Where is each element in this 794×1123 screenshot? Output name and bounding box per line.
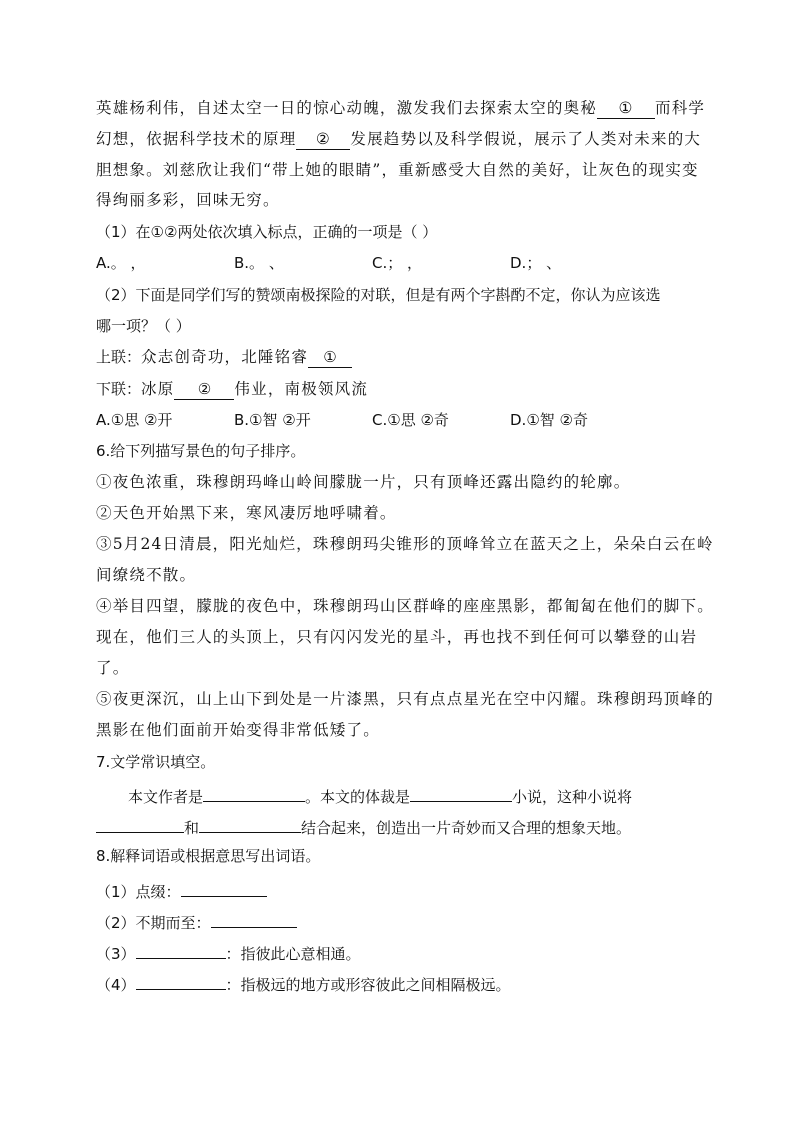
passage-text: 幻想，依据科学技术的原理 bbox=[96, 130, 297, 148]
q8-item-label: （1）点缀： bbox=[96, 883, 181, 901]
q8-blank-1[interactable] bbox=[181, 876, 267, 897]
option-a[interactable]: A.。 ， bbox=[96, 254, 146, 272]
q8-item-3 bbox=[96, 938, 361, 966]
option-a[interactable]: A.①思 ②开 bbox=[96, 411, 173, 429]
blank-marker-1: ① bbox=[323, 348, 337, 366]
passage-text: 英雄杨利伟，自述太空一日的惊心动魄，激发我们去探索太空的奥秘 bbox=[96, 99, 598, 117]
q7-text: 和 bbox=[184, 819, 200, 837]
blank-marker-2: ② bbox=[315, 130, 331, 148]
couplet-lower bbox=[96, 377, 368, 401]
passage-line-4: 得绚丽多彩，回味无穷。 bbox=[96, 191, 280, 209]
q8-item-label: （3） bbox=[96, 945, 136, 963]
passage-blank-1[interactable] bbox=[597, 98, 655, 119]
question-5-2-stem-cont: 哪一项？（ ） bbox=[96, 317, 191, 335]
sentence-5: ⑤夜更深沉，山上山下到处是一片漆黑，只有点点星光在空中闪耀。珠穆朗玛顶峰的 bbox=[96, 690, 714, 708]
question-7-title: 7.文学常识填空。 bbox=[96, 753, 216, 771]
q8-item-1 bbox=[96, 876, 267, 904]
option-b[interactable]: B.①智 ②开 bbox=[234, 411, 311, 429]
q7-text: 。本文的体裁是 bbox=[305, 788, 411, 806]
question-5-2-options bbox=[96, 408, 648, 432]
question-8-title: 8.解释词语或根据意思写出词语。 bbox=[96, 847, 321, 865]
sentence-4: ④举目四望，朦胧的夜色中，珠穆朗玛山区群峰的座座黑影，都匍匐在他们的脚下。 bbox=[96, 597, 714, 615]
question-6-title: 6.给下列描写景色的句子排序。 bbox=[96, 442, 306, 460]
sentence-4-cont: 现在，他们三人的头顶上，只有闪闪发光的星斗，再也找不到任何可以攀登的山岩 bbox=[96, 628, 698, 646]
passage-line-2 bbox=[96, 127, 701, 151]
q7-text: 本文作者是 bbox=[128, 788, 204, 806]
option-c[interactable]: C.①思 ②奇 bbox=[372, 411, 449, 429]
q8-item-label: （4） bbox=[96, 976, 136, 994]
q8-item-2 bbox=[96, 907, 297, 935]
element-blank-2[interactable] bbox=[199, 812, 301, 833]
sentence-3: ③5月24日清晨，阳光灿烂，珠穆朗玛尖锥形的顶峰耸立在蓝天之上，朵朵白云在岭 bbox=[96, 535, 714, 553]
couplet-upper bbox=[96, 345, 352, 369]
question-7-line-1 bbox=[128, 781, 632, 809]
option-b[interactable]: B.。 、 bbox=[234, 254, 284, 272]
q8-item-text: ：指彼此心意相通。 bbox=[225, 945, 361, 963]
couplet-lower-text: 伟业，南极领风流 bbox=[234, 380, 369, 398]
blank-marker-1: ① bbox=[618, 99, 634, 117]
q8-item-text: ：指极远的地方或形容彼此之间相隔极远。 bbox=[225, 976, 511, 994]
element-blank-1[interactable] bbox=[96, 812, 184, 833]
couplet-upper-text: 众志创奇功，北陲铭睿 bbox=[141, 348, 309, 366]
sentence-2: ②天色开始黑下来，寒风凄厉地呼啸着。 bbox=[96, 504, 397, 522]
option-c[interactable]: C.； ， bbox=[372, 254, 423, 272]
sentence-1: ①夜色浓重，珠穆朗玛峰山岭间朦胧一片，只有顶峰还露出隐约的轮廓。 bbox=[96, 473, 631, 491]
q7-text: 小说，这种小说将 bbox=[512, 788, 633, 806]
question-5-1-stem: （1）在①②两处依次填入标点，正确的一项是（ ） bbox=[96, 223, 438, 241]
couplet-lower-blank[interactable] bbox=[174, 379, 234, 400]
q7-text: 结合起来，创造出一片奇妙而又合理的想象天地。 bbox=[301, 819, 632, 837]
question-5-1-options bbox=[96, 251, 648, 275]
q8-blank-2[interactable] bbox=[211, 907, 297, 928]
couplet-lower-label: 下联： bbox=[96, 380, 142, 398]
q8-blank-4[interactable] bbox=[136, 969, 226, 990]
passage-text: 而科学 bbox=[655, 99, 706, 117]
sentence-4-cont: 了。 bbox=[96, 659, 130, 677]
passage-blank-2[interactable] bbox=[296, 129, 350, 150]
couplet-lower-text: 冰原 bbox=[141, 380, 175, 398]
question-7-line-2 bbox=[96, 812, 631, 840]
couplet-upper-label: 上联： bbox=[96, 348, 142, 366]
passage-line-3: 胆想象。刘慈欣让我们“带上她的眼睛”，重新感受大自然的美好，让灰色的现实变 bbox=[96, 161, 699, 179]
q8-item-4 bbox=[96, 969, 511, 997]
q8-blank-3[interactable] bbox=[136, 938, 226, 959]
sentence-3-cont: 间缭绕不散。 bbox=[96, 566, 197, 584]
sentence-5-cont: 黑影在他们面前开始变得非常低矮了。 bbox=[96, 721, 380, 739]
option-d[interactable]: D.； 、 bbox=[510, 254, 562, 272]
genre-blank[interactable] bbox=[410, 781, 512, 802]
question-5-2-stem: （2）下面是同学们写的赞颂南极探险的对联，但是有两个字斟酌不定，你认为应该选 bbox=[96, 286, 661, 304]
q8-item-label: （2）不期而至： bbox=[96, 914, 211, 932]
author-blank[interactable] bbox=[203, 781, 305, 802]
couplet-upper-blank[interactable] bbox=[308, 347, 352, 368]
passage-text: 发展趋势以及科学假说，展示了人类对未来的大 bbox=[350, 130, 702, 148]
option-d[interactable]: D.①智 ②奇 bbox=[510, 411, 588, 429]
passage-line-1 bbox=[96, 96, 705, 120]
blank-marker-2: ② bbox=[197, 380, 212, 398]
